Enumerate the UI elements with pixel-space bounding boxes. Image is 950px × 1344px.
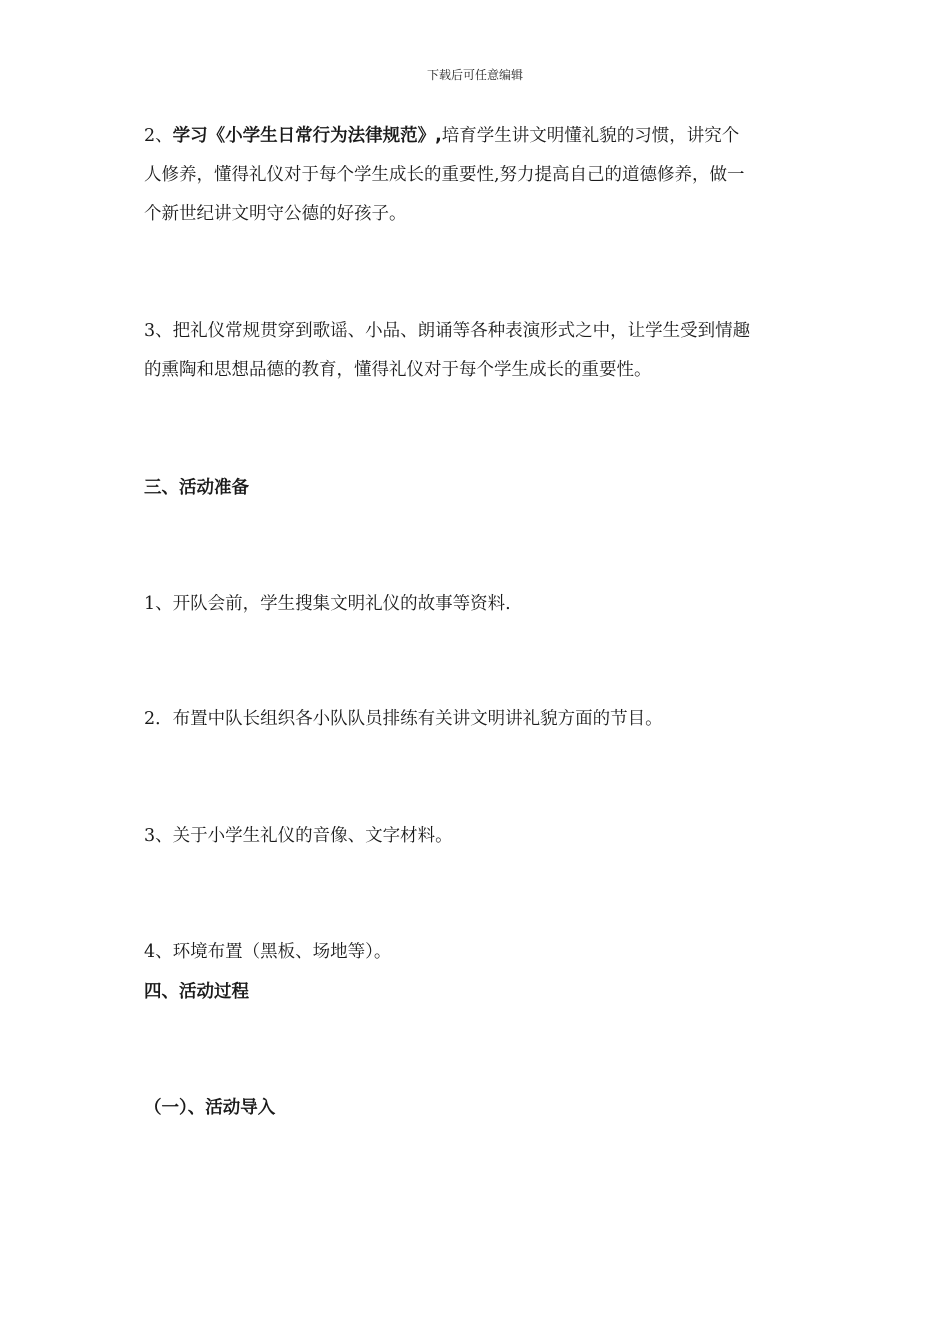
paragraph-3-line-1: 3、把礼仪常规贯穿到歌谣、小品、朗诵等各种表演形式之中，让学生受到情趣 (144, 321, 751, 341)
section-3-item-4: 4、环境布置（黑板、场地等）。 (144, 942, 392, 962)
paragraph-2-line-2: 人修养，懂得礼仪对于每个学生成长的重要性,努力提高自己的道德修养，做一 (144, 165, 745, 185)
paragraph-3 (144, 312, 810, 390)
paragraph-2-line-1-rest: 培育学生讲文明懂礼貌的习惯，讲究个 (441, 126, 740, 146)
section-4-heading: 四、活动过程 (144, 982, 249, 1002)
section-3-heading: 三、活动准备 (144, 478, 249, 498)
paragraph-2-number: 2、 (144, 126, 173, 146)
section-3-item-3: 3、关于小学生礼仪的音像、文字材料。 (144, 826, 453, 846)
paragraph-3-line-2: 的熏陶和思想品德的教育，懂得礼仪对于每个学生成长的重要性。 (144, 360, 652, 380)
paragraph-2-line-1 (144, 117, 810, 156)
page-header: 下载后可任意编辑 (426, 68, 523, 82)
section-3-item-2: 2．布置中队长组织各小队队员排练有关讲文明讲礼貌方面的节目。 (144, 709, 663, 729)
section-3-item-1: 1、开队会前，学生搜集文明礼仪的故事等资料. (144, 594, 511, 614)
paragraph-2-line-3: 个新世纪讲文明守公德的好孩子。 (144, 204, 407, 224)
paragraph-2 (144, 117, 810, 234)
paragraph-2-bold-title: 学习《小学生日常行为法律规范》, (172, 126, 442, 146)
subsection-1-heading: （一）、活动导入 (144, 1098, 276, 1118)
